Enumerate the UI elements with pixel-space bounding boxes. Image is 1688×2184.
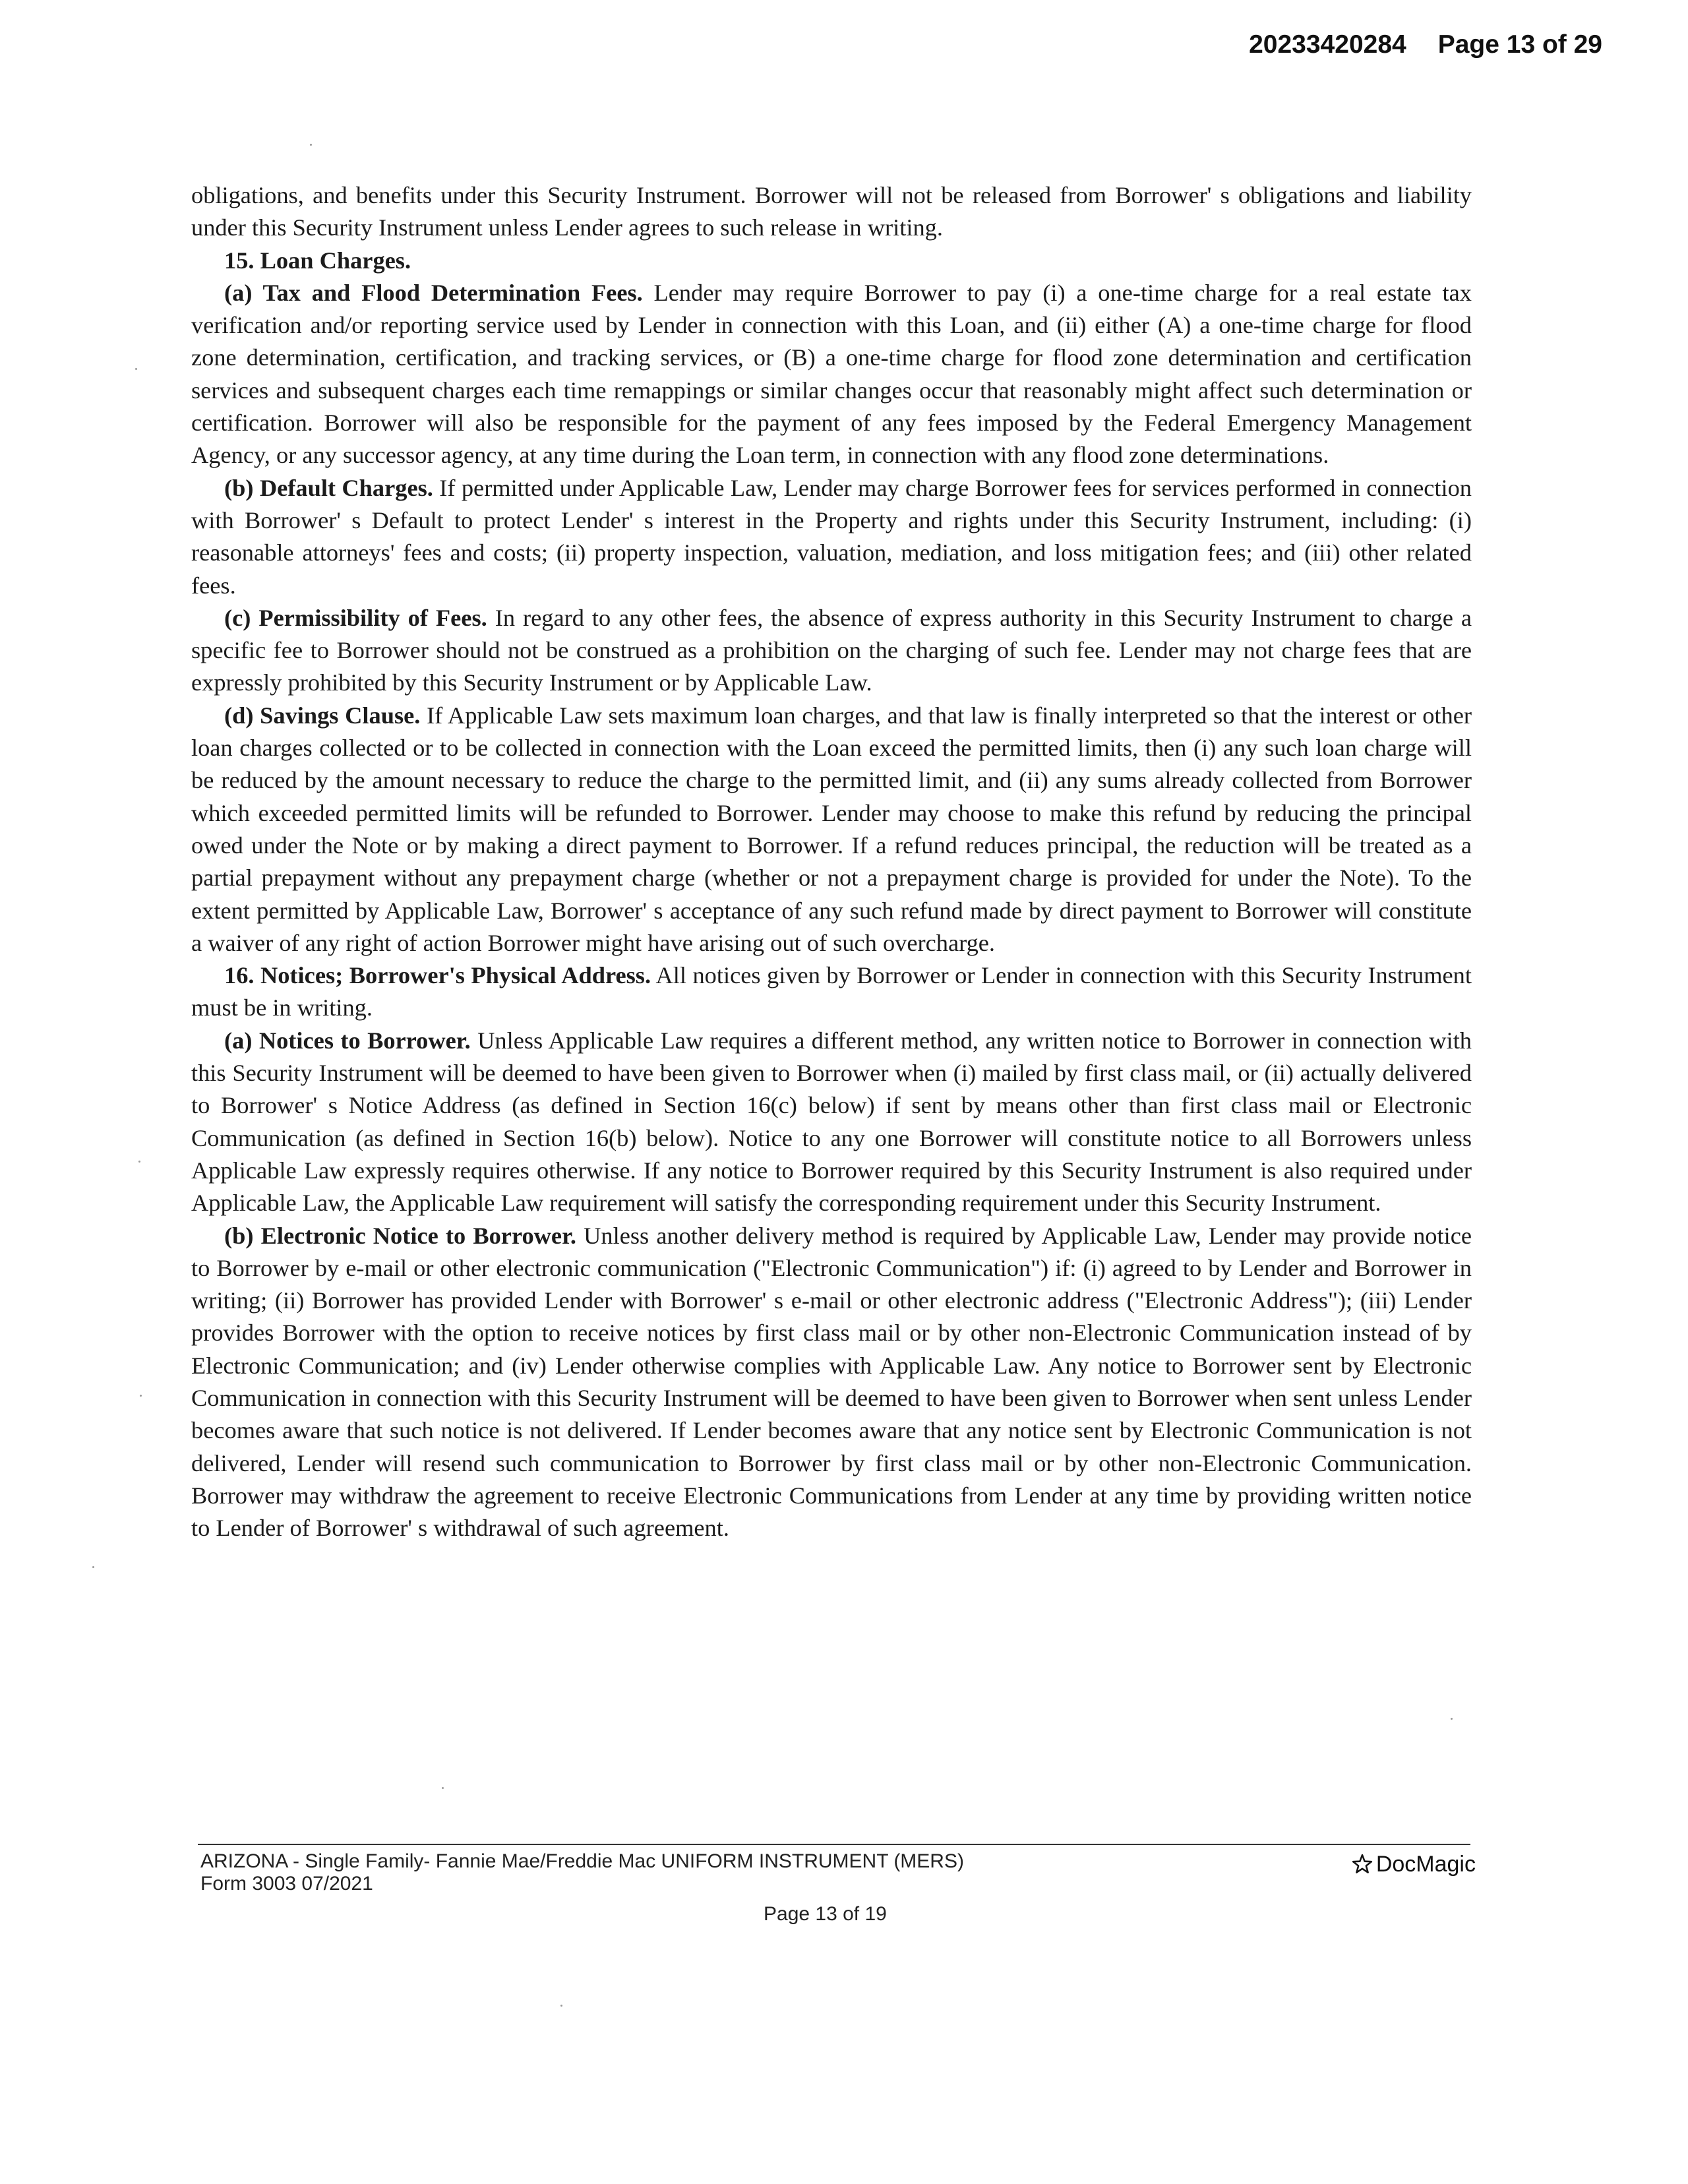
scan-speck [140,1395,142,1397]
footer-divider [198,1844,1470,1845]
scan-speck [138,1161,140,1163]
section-16b-title: (b) Electronic Notice to Borrower. [224,1222,576,1249]
brand-name: DocMagic [1375,1852,1476,1877]
section-15c-paragraph [191,602,1472,700]
continuation-paragraph: obligations, and benefits under this Security Instrument. Borrower will not be released from Borrower' s obligations and liability under this Security Instrument unless Lender agrees to such release in writing. [191,182,1472,241]
section-15-title: 15. Loan Charges. [224,247,411,274]
form-title: ARIZONA - Single Family- Fannie Mae/Freddie Mac UNIFORM INSTRUMENT (MERS) [200,1850,964,1872]
section-16-title: 16. Notices; Borrower's Physical Address. [224,962,651,989]
section-15a-title: (a) Tax and Flood Determination Fees. [224,279,643,306]
section-15b-text: If permitted under Applicable Law, Lender may charge Borrower fees for services performed in connection with Borrower' s Default to protect Lender' s interest in the Property and rights under this Security Instrument, including: (i) reasonable attorneys' fees and costs; (ii) property inspection, valuation, mediation, and loss mitigation fees; and (iii) other related fees. [191,474,1472,599]
footer-page-number: Page 13 of 19 [764,1903,887,1925]
section-16-text: All notices given by Borrower or Lender in connection with this Security Instrument must be in writing. [191,962,1472,1021]
section-15b-title: (b) Default Charges. [224,474,433,501]
section-16a-title: (a) Notices to Borrower. [224,1027,471,1054]
star-outline-icon [1351,1854,1373,1875]
scan-speck [1451,1718,1453,1720]
section-15a-paragraph [191,277,1472,472]
section-15c-text: In regard to any other fees, the absence of express authority in this Security Instrument to charge a specific fee to Borrower should not be construed as a prohibition on the charging of such fee. Lender may not charge fees that are expressly prohibited by this Security Instrument or by Applicable Law. [191,604,1472,696]
docmagic-logo [1351,1853,1476,1875]
section-16a-text: Unless Applicable Law requires a different method, any written notice to Borrower in connection with this Security Instrument will be deemed to have been given to Borrower when (i) mailed by first class mail, or (ii) actually delivered to Borrower' s Notice Address (as defined in Section 16(c) below) if sent by means other than first class mail or Electronic Communication (as defined in Section 16(b) below). Notice to any one Borrower will constitute notice to all Borrowers unless Applicable Law expressly requires otherwise. If any notice to Borrower required by this Security Instrument is also required under Applicable Law, the Applicable Law requirement will satisfy the corresponding requirement under this Security Instrument. [191,1027,1472,1217]
section-15d-title: (d) Savings Clause. [224,702,421,729]
section-15d-paragraph [191,700,1472,959]
section-16-paragraph [191,959,1472,1025]
form-number: Form 3003 07/2021 [200,1873,373,1895]
section-15a-text: Lender may require Borrower to pay (i) a one-time charge for a real estate tax verification and/or reporting service used by Lender in connection with this Loan, and (ii) either (A) a one-time charge for flood zone determination, certification, and tracking services, or (B) a one-time charge for flood zone determination and certification services and subsequent charges each time remappings or similar changes occur that reasonably might affect such determination or certification. Borrower will also be responsible for the payment of any fees imposed by the Federal Emergency Management Agency, or any successor agency, at any time during the Loan term, in connection with any flood zone determinations. [191,279,1472,469]
section-15c-title: (c) Permissibility of Fees. [224,604,487,631]
scan-speck [135,368,137,370]
section-16b-text: Unless another delivery method is required by Applicable Law, Lender may provide notice to Borrower by e-mail or other electronic communication ("Electronic Communication") if: (i) agreed to by Lender and Borrower in writing; (ii) Borrower has provided Lender with Borrower' s e-mail or other electronic address ("Electronic Address"); (iii) Lender provides Borrower with the option to receive notices by first class mail or by other non-Electronic Communication instead of by Electronic Communication; and (iv) Lender otherwise complies with Applicable Law. Any notice to Borrower sent by Electronic Communication in connection with this Security Instrument will be deemed to have been given to Borrower when sent unless Lender becomes aware that such notice is not delivered. If Lender becomes aware that any notice sent by Electronic Communication is not delivered, Lender will resend such communication to Borrower by first class mail or by other non-Electronic Communication. Borrower may withdraw the agreement to receive Electronic Communications from Lender at any time by providing written notice to Lender of Borrower' s withdrawal of such agreement. [191,1222,1472,1542]
section-15-heading [191,245,1472,277]
document-body [191,179,1472,1544]
recording-number: 20233420284 [1249,30,1406,59]
scan-speck [560,2005,562,2007]
section-15d-text: If Applicable Law sets maximum loan charges, and that law is finally interpreted so that the interest or other loan charges collected or to be collected in connection with the Loan exceed the permitted limits, then (i) any such loan charge will be reduced by the amount necessary to reduce the charge to the permitted limit, and (ii) any sums already collected from Borrower which exceeded permitted limits will be refunded to Borrower. Lender may choose to make this refund by reducing the principal owed under the Note or by making a direct payment to Borrower. If a refund reduces principal, the reduction will be treated as a partial prepayment without any prepayment charge (whether or not a prepayment charge is provided for under the Note). To the extent permitted by Applicable Law, Borrower' s acceptance of any such refund made by direct payment to Borrower will constitute a waiver of any right of action Borrower might have arising out of such overcharge. [191,702,1472,956]
scan-speck [442,1787,444,1789]
section-16a-paragraph [191,1025,1472,1220]
recording-page-label: Page 13 of 29 [1437,30,1602,59]
section-16b-paragraph [191,1220,1472,1545]
scan-speck [92,1566,94,1568]
recording-header [1249,30,1602,59]
scan-speck [310,144,312,146]
section-15b-paragraph [191,472,1472,602]
